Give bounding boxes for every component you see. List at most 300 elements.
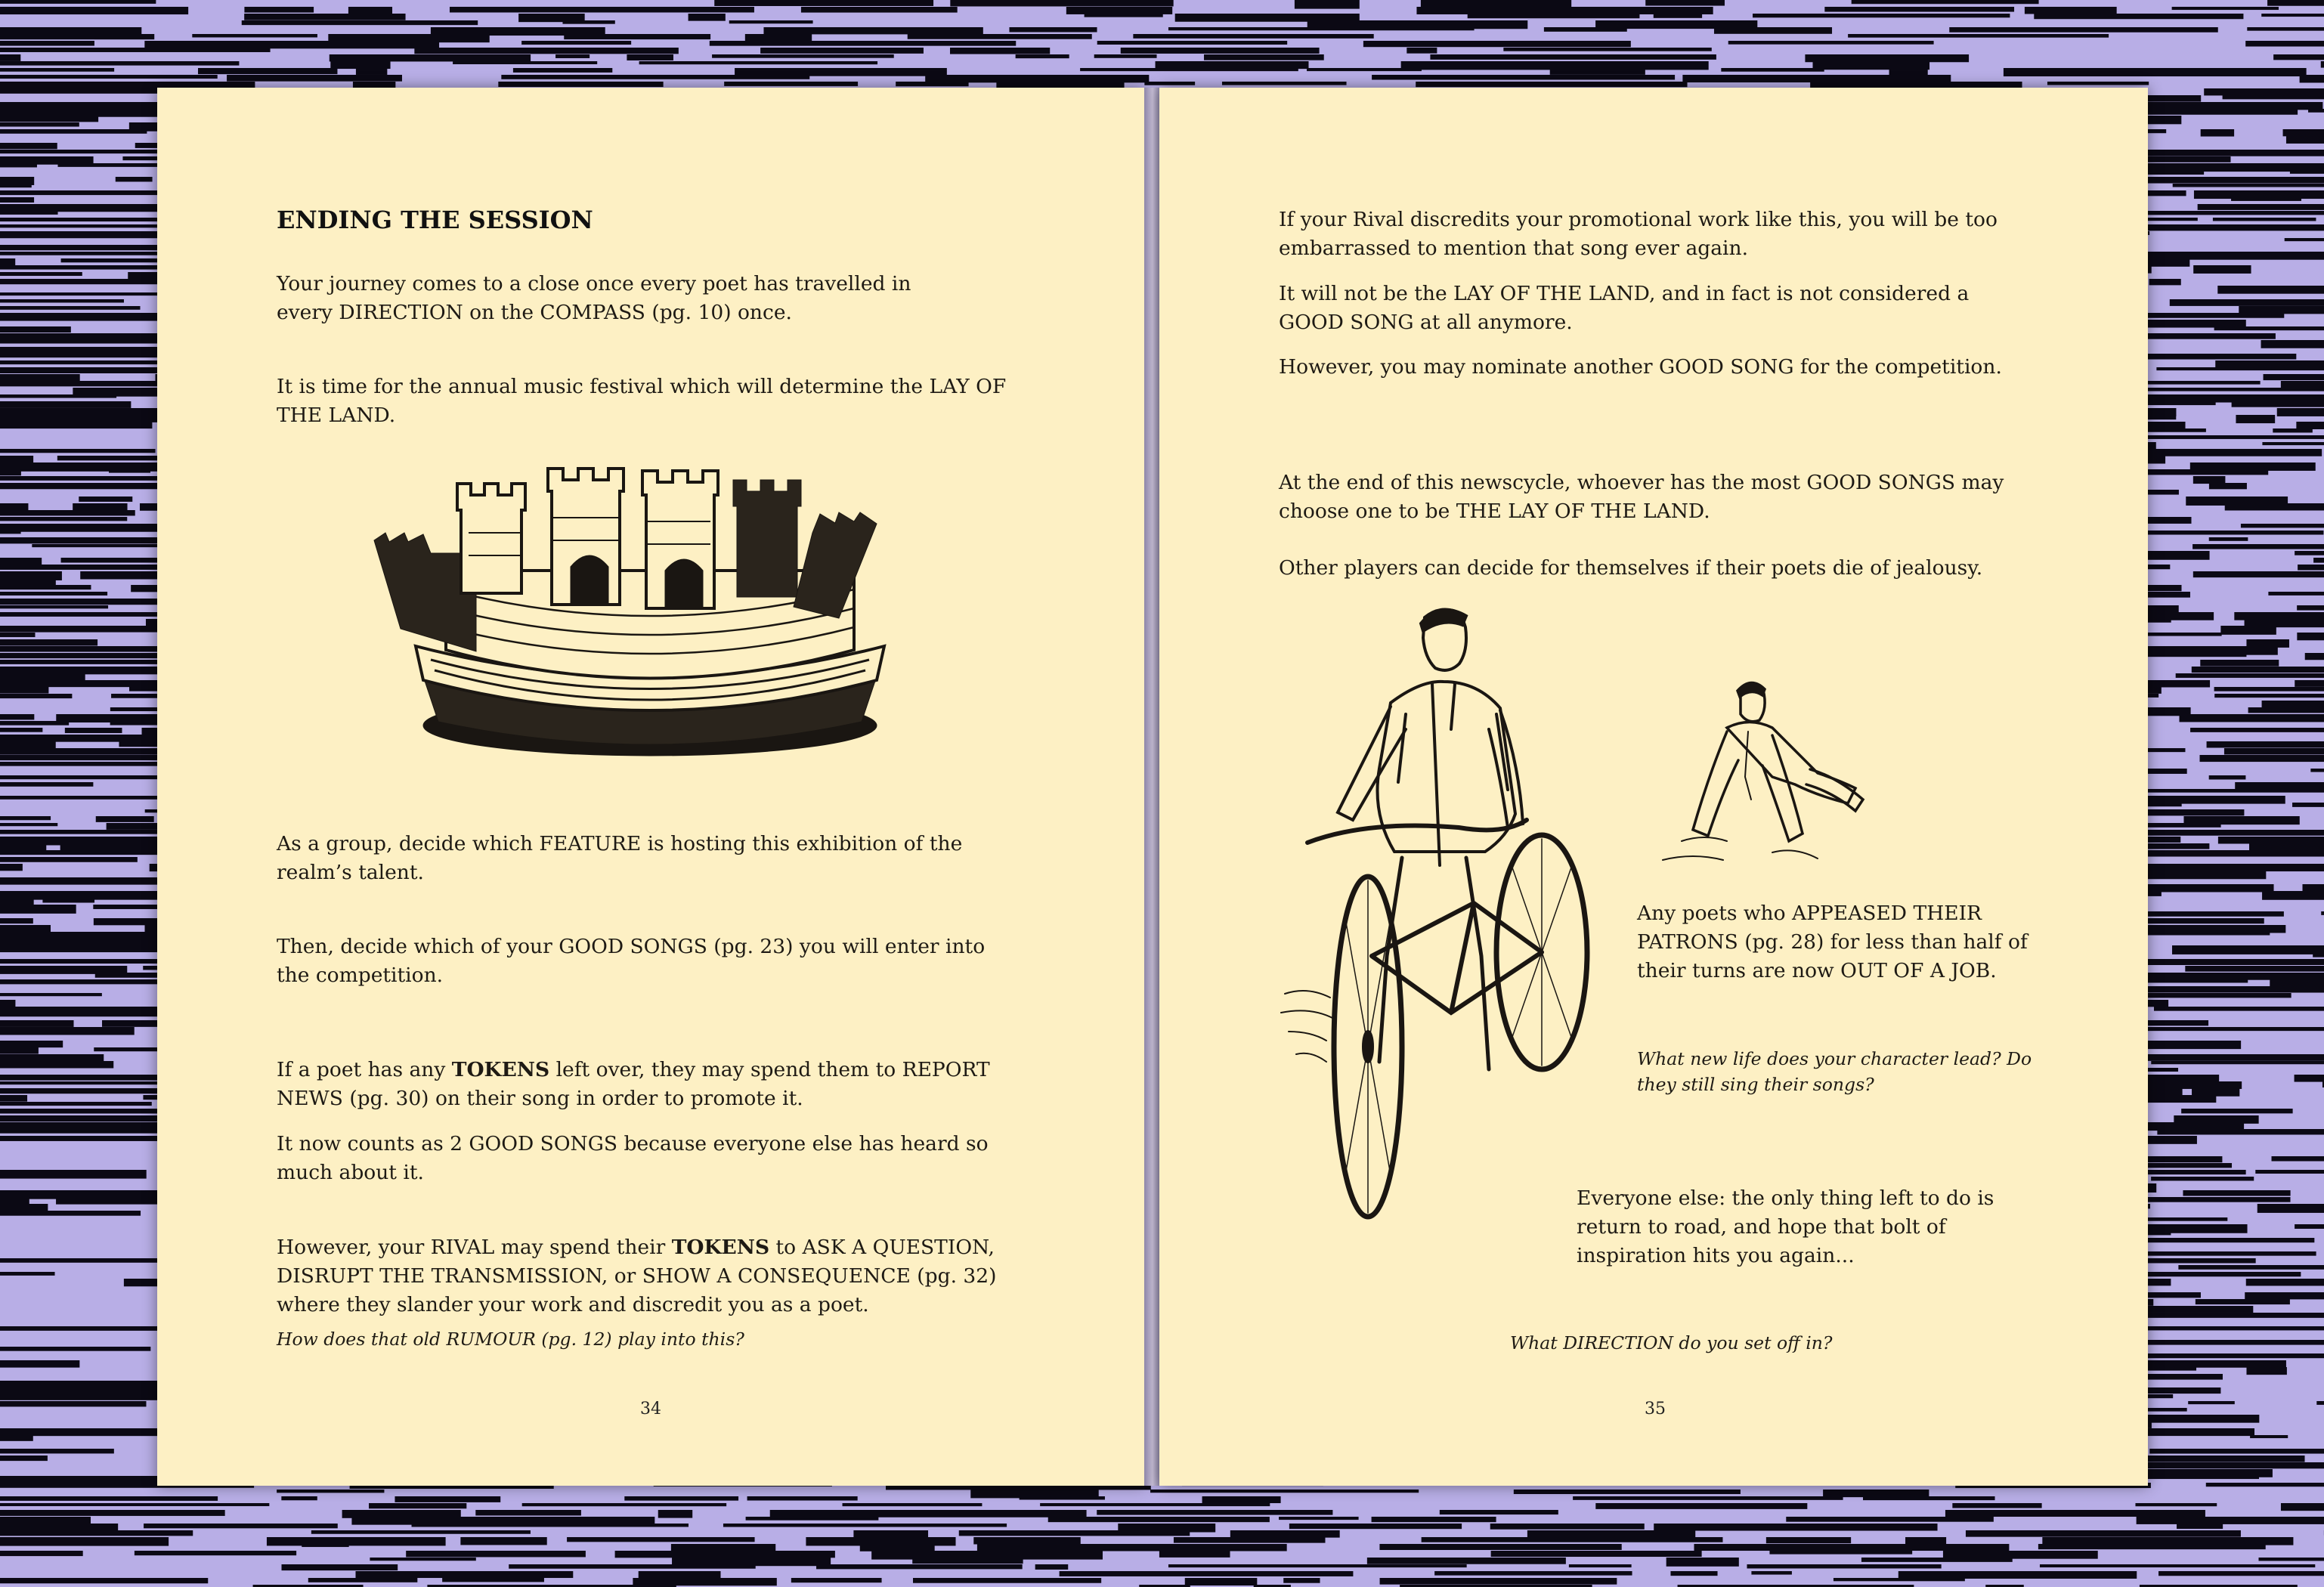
stripe bbox=[1283, 1578, 1320, 1583]
stripe bbox=[1905, 1537, 1946, 1545]
stripe bbox=[1805, 54, 1969, 62]
stripe bbox=[2207, 741, 2324, 747]
stripe bbox=[2214, 694, 2324, 698]
stripe bbox=[1307, 68, 1422, 71]
stripe bbox=[2247, 27, 2324, 31]
stripe bbox=[1834, 1578, 1965, 1581]
stripe bbox=[627, 54, 673, 60]
stripe bbox=[0, 816, 51, 820]
stripe bbox=[1185, 1578, 1258, 1585]
stripe bbox=[0, 959, 166, 964]
stripe bbox=[770, 1510, 1087, 1517]
stripe bbox=[1654, 1524, 1937, 1531]
stripe bbox=[0, 476, 170, 481]
paragraph-rival-discredits: If your Rival discredits your promotional work like this, you will be too embarrassed to mention that song ever again. bbox=[1279, 208, 1998, 260]
stripe bbox=[816, 1564, 1023, 1569]
stripe bbox=[1889, 68, 1928, 76]
stripe bbox=[0, 694, 72, 698]
stripe bbox=[1728, 41, 1934, 45]
stripe bbox=[0, 741, 56, 749]
stripe bbox=[0, 1000, 15, 1007]
stripe bbox=[2297, 605, 2324, 611]
stripe bbox=[913, 1578, 1101, 1583]
stripe bbox=[0, 469, 21, 475]
stripe bbox=[0, 1524, 118, 1531]
stripe bbox=[1861, 1558, 2013, 1562]
stripe bbox=[2134, 388, 2324, 391]
stripe bbox=[2267, 0, 2324, 6]
stripe bbox=[2146, 1095, 2216, 1103]
stripe bbox=[0, 1197, 29, 1205]
stripe bbox=[2133, 435, 2324, 439]
stripe bbox=[2143, 986, 2324, 993]
stripe bbox=[0, 211, 58, 215]
stripe bbox=[2217, 286, 2324, 294]
stripe bbox=[567, 1537, 754, 1542]
stripe bbox=[2250, 1435, 2288, 1438]
stripe bbox=[2264, 374, 2324, 380]
stripe bbox=[0, 129, 147, 134]
page-number-right: 35 bbox=[1645, 1400, 1666, 1418]
stripe bbox=[0, 1211, 141, 1216]
stripe bbox=[763, 27, 983, 34]
stripe bbox=[1020, 1496, 1105, 1500]
stripe bbox=[2297, 633, 2324, 640]
stripe bbox=[0, 1449, 114, 1453]
stripe bbox=[0, 1047, 39, 1054]
stripe bbox=[96, 816, 154, 822]
stripe bbox=[0, 864, 23, 871]
stripe bbox=[0, 687, 48, 694]
paragraph-tokens-report: If a poet has any TOKENS left over, they may spend them to REPORT NEWS (pg. 30) on their song in order to promote it. bbox=[277, 1058, 990, 1110]
stripe bbox=[1666, 1558, 1739, 1567]
stripe bbox=[639, 61, 877, 64]
stripe bbox=[2192, 544, 2324, 549]
stripe bbox=[2200, 660, 2279, 667]
stripe bbox=[1048, 1517, 1270, 1522]
stripe bbox=[1295, 0, 1360, 9]
stripe bbox=[729, 20, 813, 23]
stripe bbox=[1097, 1510, 1332, 1515]
stripe bbox=[624, 1496, 738, 1501]
stripe bbox=[330, 54, 531, 61]
stripe bbox=[1949, 27, 2217, 32]
stripe bbox=[370, 1558, 475, 1561]
stripe bbox=[135, 1551, 296, 1555]
stripe bbox=[1569, 1564, 1632, 1567]
stripe bbox=[1035, 1564, 1069, 1570]
stripe bbox=[2245, 1292, 2324, 1299]
stripe bbox=[244, 14, 405, 20]
stripe bbox=[0, 857, 138, 862]
stripe bbox=[0, 1027, 135, 1035]
stripe bbox=[0, 1401, 146, 1406]
stripe bbox=[281, 1496, 317, 1500]
stripe bbox=[509, 1564, 756, 1569]
stripe bbox=[2257, 1204, 2324, 1213]
stripe bbox=[2170, 299, 2324, 306]
stripe bbox=[94, 918, 159, 925]
stripe bbox=[501, 75, 809, 79]
stripe bbox=[2047, 82, 2149, 85]
stripe bbox=[723, 1524, 1007, 1527]
stripe bbox=[355, 1571, 573, 1578]
stripe bbox=[2308, 109, 2324, 113]
stripe bbox=[2137, 809, 2245, 815]
stripe bbox=[395, 1496, 500, 1502]
stripe bbox=[0, 843, 46, 850]
stripe bbox=[122, 156, 158, 160]
stripe bbox=[2038, 1544, 2266, 1549]
stripe bbox=[689, 14, 726, 21]
stripe bbox=[0, 1435, 33, 1441]
stripe bbox=[0, 639, 97, 645]
stripe bbox=[2139, 150, 2324, 156]
stripe bbox=[1133, 34, 1373, 39]
stripe bbox=[1952, 1503, 2041, 1508]
stripe bbox=[0, 714, 34, 719]
mural-crown-illustration bbox=[333, 465, 967, 767]
stripe bbox=[2118, 1027, 2324, 1031]
stripe bbox=[2198, 204, 2324, 210]
stripe bbox=[1852, 0, 2039, 4]
stripe bbox=[1168, 1564, 1467, 1567]
stripe bbox=[1204, 54, 1324, 60]
stripe bbox=[2183, 1190, 2290, 1196]
stripe bbox=[2172, 945, 2324, 954]
stripe bbox=[144, 1524, 338, 1528]
paragraph-jealousy: Other players can decide for themselves if their poets die of jealousy. bbox=[1279, 556, 1983, 580]
crawling-man-illustration bbox=[1659, 679, 1878, 886]
stripe bbox=[0, 184, 32, 187]
stripe bbox=[2204, 88, 2324, 95]
stripe bbox=[311, 1530, 531, 1534]
stripe bbox=[555, 54, 590, 58]
stripe bbox=[0, 605, 108, 608]
stripe bbox=[0, 1503, 269, 1506]
stripe bbox=[2143, 449, 2322, 456]
stripe bbox=[1202, 1496, 1281, 1503]
stripe bbox=[973, 1537, 1080, 1544]
stripe bbox=[2025, 7, 2117, 14]
stripe bbox=[0, 54, 20, 61]
stripe bbox=[1945, 1510, 2205, 1517]
stripe bbox=[2246, 1367, 2286, 1375]
stripe bbox=[1544, 27, 1627, 32]
stripe bbox=[908, 34, 1092, 39]
stripe bbox=[0, 415, 167, 422]
stripe bbox=[2149, 279, 2181, 285]
stripe bbox=[1097, 41, 1287, 45]
stripe bbox=[144, 41, 439, 48]
stripe bbox=[442, 1578, 544, 1582]
stripe bbox=[0, 61, 239, 66]
stripe bbox=[2225, 503, 2324, 510]
stripe bbox=[0, 993, 102, 996]
stripe bbox=[1753, 14, 2010, 17]
stripe bbox=[1430, 54, 1716, 60]
stripe bbox=[2321, 61, 2324, 68]
stripe bbox=[0, 116, 98, 122]
stripe bbox=[0, 925, 51, 933]
stripe bbox=[1174, 1537, 1326, 1543]
stripe bbox=[2172, 7, 2279, 10]
paragraph-rival-tokens: However, your RIVAL may spend their TOKENS to ASK A QUESTION, DISRUPT THE TRANSMISSION, or SHOW A CONSEQUENCE (pg. 32) where they slander your work and discredit you as a poet. bbox=[277, 1236, 997, 1316]
stripe bbox=[1514, 1490, 1741, 1494]
stripe bbox=[1144, 82, 1195, 85]
stripe bbox=[460, 1537, 546, 1545]
stripe bbox=[746, 1517, 879, 1520]
stripe bbox=[1372, 75, 1675, 80]
stripe bbox=[0, 721, 69, 725]
stripe bbox=[1060, 1571, 1354, 1576]
stripe bbox=[0, 367, 161, 373]
stripe bbox=[2321, 911, 2324, 915]
stripe bbox=[0, 401, 131, 408]
stripe bbox=[2295, 1224, 2324, 1229]
stripe bbox=[860, 1544, 935, 1551]
stripe bbox=[0, 34, 154, 39]
stripe bbox=[633, 1578, 776, 1585]
stripe bbox=[0, 7, 188, 14]
stripe bbox=[0, 197, 34, 203]
page-number-left: 34 bbox=[640, 1400, 661, 1418]
stripe bbox=[2192, 667, 2324, 673]
stripe bbox=[1416, 7, 1713, 14]
stripe bbox=[2206, 1483, 2324, 1486]
stripe bbox=[0, 299, 124, 302]
stripe bbox=[714, 0, 933, 6]
stripe bbox=[1156, 61, 1309, 69]
stripe bbox=[2209, 537, 2248, 541]
stripe bbox=[2209, 483, 2247, 489]
stripe bbox=[1823, 1490, 1929, 1497]
stripe bbox=[2176, 673, 2324, 678]
stripe bbox=[747, 1496, 858, 1501]
stripe bbox=[0, 1496, 218, 1501]
stripe bbox=[1066, 7, 1172, 14]
stripe bbox=[1721, 68, 1824, 72]
stripe bbox=[475, 1510, 581, 1515]
stripe bbox=[2220, 626, 2276, 635]
stripe bbox=[1230, 1530, 1340, 1538]
stripe bbox=[0, 1272, 55, 1276]
stripe bbox=[1766, 1537, 1851, 1543]
stripe bbox=[521, 41, 631, 45]
man-with-bicycle-illustration bbox=[1277, 601, 1617, 1232]
stripe bbox=[308, 1578, 418, 1582]
stripe bbox=[369, 1503, 466, 1508]
stripe bbox=[0, 1510, 225, 1516]
stripe bbox=[2268, 592, 2324, 596]
stripe bbox=[2295, 680, 2324, 687]
stripe bbox=[0, 1551, 83, 1556]
stripe bbox=[0, 1061, 113, 1068]
paragraph-music-festival: It is time for the annual music festival which will determine the LAY OF THE LAND. bbox=[277, 375, 1007, 427]
stripe bbox=[2193, 265, 2251, 274]
stripe bbox=[2151, 1177, 2254, 1180]
stripe bbox=[1406, 48, 1437, 54]
stripe bbox=[0, 1020, 74, 1027]
stripe bbox=[2262, 442, 2324, 445]
stripe bbox=[2215, 360, 2324, 368]
stripe bbox=[0, 231, 169, 238]
stripe bbox=[0, 905, 76, 914]
stripe bbox=[1094, 54, 1157, 58]
stripe bbox=[2236, 415, 2275, 423]
stripe bbox=[671, 1544, 775, 1551]
stripe bbox=[65, 728, 122, 733]
stripe bbox=[564, 34, 710, 39]
stripe bbox=[0, 1456, 48, 1461]
stripe bbox=[2272, 1156, 2324, 1162]
stripe bbox=[724, 82, 858, 86]
stripe bbox=[2196, 1299, 2290, 1304]
stripe bbox=[0, 823, 57, 826]
stripe bbox=[2201, 129, 2234, 137]
stripe bbox=[2117, 959, 2324, 965]
stripe bbox=[2313, 952, 2324, 957]
stripe bbox=[42, 898, 94, 903]
paragraph-feature-host: As a group, decide which FEATURE is hosting this exhibition of the realm’s talent. bbox=[277, 832, 963, 884]
stripe bbox=[1372, 1517, 1496, 1522]
stripe bbox=[1168, 27, 1475, 30]
stripe bbox=[0, 531, 21, 534]
stripe bbox=[1682, 75, 1951, 82]
stripe bbox=[2209, 775, 2246, 779]
stripe bbox=[0, 68, 114, 72]
book-spine bbox=[1144, 88, 1161, 1486]
stripe bbox=[2285, 238, 2324, 241]
stripe bbox=[2273, 428, 2313, 432]
stripe bbox=[1121, 48, 1320, 54]
paragraph-not-lay-of-land: It will not be the LAY OF THE LAND, and in fact is not considered a GOOD SONG at all anymore. bbox=[1279, 282, 1970, 334]
stripe bbox=[1150, 1490, 1419, 1493]
stripe bbox=[1440, 1510, 1558, 1514]
stripe bbox=[0, 633, 35, 637]
stripe bbox=[0, 728, 42, 732]
stripe bbox=[0, 75, 218, 79]
stripe bbox=[0, 1537, 169, 1546]
stripe bbox=[2248, 707, 2324, 713]
stripe bbox=[2173, 184, 2324, 187]
stripe bbox=[1714, 27, 1832, 34]
stripe bbox=[1085, 14, 1163, 17]
stripe bbox=[498, 82, 663, 87]
stripe bbox=[0, 0, 156, 4]
stripe bbox=[2213, 218, 2316, 221]
stripe bbox=[2246, 1279, 2324, 1285]
stripe bbox=[0, 898, 34, 905]
stripe bbox=[0, 592, 107, 596]
stripe bbox=[1747, 1564, 1941, 1568]
stripe bbox=[950, 0, 1173, 6]
stripe bbox=[227, 75, 402, 82]
stripe bbox=[450, 7, 754, 13]
stripe bbox=[2124, 211, 2324, 215]
stripe bbox=[658, 1510, 692, 1518]
stripe bbox=[1786, 1517, 1994, 1522]
stripe bbox=[1289, 1524, 1462, 1529]
stripe bbox=[0, 1136, 157, 1141]
stripe bbox=[0, 326, 71, 333]
stripe bbox=[1380, 1578, 1617, 1585]
stripe bbox=[2300, 75, 2324, 82]
stripe bbox=[2135, 1503, 2217, 1506]
stripe bbox=[0, 1170, 147, 1179]
stripe bbox=[912, 1558, 1023, 1564]
stripe bbox=[0, 782, 93, 787]
stripe bbox=[2193, 571, 2324, 577]
stripe bbox=[2313, 558, 2324, 563]
stripe bbox=[896, 82, 968, 86]
stripe bbox=[348, 7, 392, 14]
paragraph-choose-song: Then, decide which of your GOOD SONGS (pg. 23) you will enter into the competition. bbox=[277, 935, 986, 987]
stripe bbox=[2316, 1401, 2324, 1405]
stripe bbox=[0, 340, 169, 344]
stripe bbox=[1573, 1496, 1843, 1500]
paragraph-two-good-songs: It now counts as 2 GOOD SONGS because everyone else has heard so much about it. bbox=[277, 1132, 989, 1184]
stripe bbox=[2295, 551, 2324, 555]
stripe bbox=[2143, 1217, 2227, 1221]
stripe bbox=[2190, 728, 2324, 732]
stripe bbox=[2157, 1129, 2324, 1134]
stripe bbox=[1468, 14, 1640, 18]
stripe bbox=[1080, 68, 1298, 71]
stripe bbox=[0, 510, 135, 515]
stripe bbox=[1966, 1530, 2241, 1537]
stripe bbox=[2129, 1340, 2324, 1345]
stripe bbox=[2004, 68, 2307, 76]
stripe bbox=[2180, 714, 2324, 722]
stripe bbox=[0, 1360, 79, 1368]
stripe bbox=[1863, 1496, 1995, 1500]
stripe bbox=[2261, 14, 2324, 17]
stripe bbox=[1379, 1544, 1621, 1550]
stripe bbox=[2305, 653, 2324, 660]
stripe bbox=[242, 20, 478, 25]
stripe bbox=[2223, 95, 2324, 99]
stripe bbox=[2255, 1170, 2324, 1174]
stripe bbox=[977, 1544, 1287, 1551]
stripe bbox=[267, 1537, 446, 1545]
stripe bbox=[2261, 340, 2324, 348]
stripe bbox=[0, 585, 91, 589]
stripe bbox=[2188, 1401, 2235, 1404]
stripe bbox=[0, 1578, 208, 1583]
stripe bbox=[453, 61, 597, 64]
stripe bbox=[0, 41, 94, 46]
stripe bbox=[0, 143, 57, 149]
stripe bbox=[277, 1490, 384, 1493]
stripe bbox=[1848, 34, 2109, 38]
stripe bbox=[0, 1041, 63, 1047]
stripe bbox=[2310, 769, 2324, 772]
section-heading: ENDING THE SESSION bbox=[277, 206, 593, 234]
stripe bbox=[2295, 1075, 2324, 1082]
stripe bbox=[562, 20, 614, 24]
stripe bbox=[1222, 82, 1347, 85]
stripe bbox=[0, 48, 271, 52]
stripe bbox=[1595, 1503, 1807, 1509]
stripe bbox=[244, 7, 314, 13]
stripe bbox=[2154, 1007, 2324, 1011]
stripe bbox=[2193, 476, 2226, 484]
stripe bbox=[2258, 1558, 2324, 1561]
stripe bbox=[843, 1503, 983, 1506]
stripe bbox=[0, 1530, 193, 1536]
stripe bbox=[801, 7, 958, 13]
